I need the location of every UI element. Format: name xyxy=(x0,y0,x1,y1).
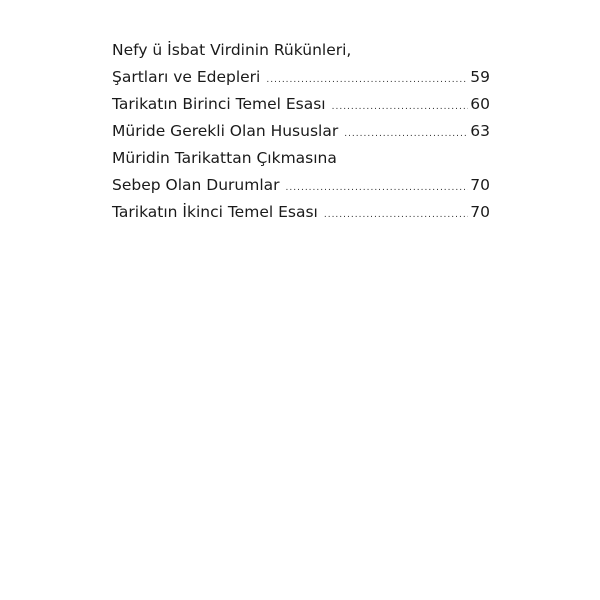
table-of-contents xyxy=(112,37,490,226)
toc-page-number: 60 xyxy=(470,95,490,113)
dot-leader xyxy=(324,202,468,229)
toc-page-number: 59 xyxy=(470,68,490,86)
dot-leader xyxy=(286,175,469,202)
dot-leader xyxy=(344,121,468,148)
toc-entry-title-line xyxy=(112,37,490,64)
toc-entry-title-line xyxy=(112,145,490,172)
toc-page-number: 70 xyxy=(470,176,490,194)
toc-entry[interactable] xyxy=(112,172,490,199)
toc-entry[interactable] xyxy=(112,199,490,226)
toc-entry-title: Müride Gerekli Olan Hususlar xyxy=(112,122,339,140)
toc-page-number: 70 xyxy=(470,203,490,221)
toc-entry[interactable] xyxy=(112,64,490,91)
toc-entry-title: Şartları ve Edepleri xyxy=(112,68,261,86)
toc-entry-title: Tarikatın Birinci Temel Esası xyxy=(112,95,326,113)
toc-entry[interactable] xyxy=(112,118,490,145)
toc-entry-title: Nefy ü İsbat Virdinin Rükünleri, xyxy=(112,41,352,59)
toc-entry-title: Tarikatın İkinci Temel Esası xyxy=(112,203,318,221)
toc-entry-title: Müridin Tarikattan Çıkmasına xyxy=(112,149,337,167)
toc-page-number: 63 xyxy=(470,122,490,140)
toc-entry-title: Sebep Olan Durumlar xyxy=(112,176,280,194)
dot-leader xyxy=(266,67,468,94)
toc-entry[interactable] xyxy=(112,91,490,118)
dot-leader xyxy=(332,94,469,121)
